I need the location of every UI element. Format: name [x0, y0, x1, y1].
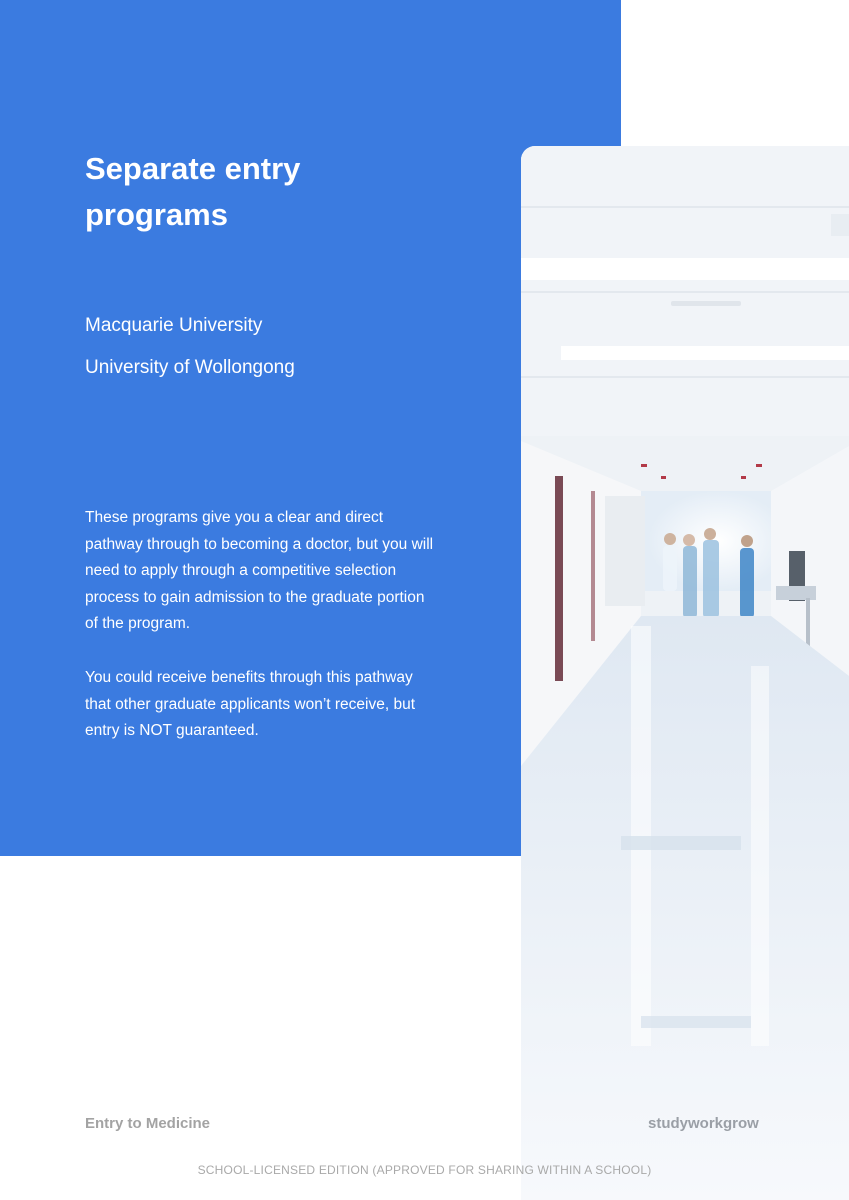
- page-title: Separate entry programs: [85, 151, 301, 232]
- footer-document-title: Entry to Medicine: [85, 1115, 211, 1132]
- benefits-paragraph: You could receive benefits through this pathway that other graduate applicants won’t receive, but entry is NOT guaranteed.: [85, 669, 416, 739]
- footer-brand: studyworkgrow: [648, 1115, 759, 1132]
- university-wollongong: University of Wollongong: [85, 357, 295, 378]
- university-macquarie: Macquarie University: [85, 315, 263, 336]
- hospital-corridor-photo: [521, 146, 849, 1200]
- licence-notice: SCHOOL-LICENSED EDITION (APPROVED FOR SHARING WITHIN A SCHOOL): [197, 1163, 652, 1177]
- pathway-paragraph: These programs give you a clear and direct pathway through to becoming a doctor, but you will need to apply through a competitive selection process to gain admission to the graduate portion of the program.: [85, 509, 434, 632]
